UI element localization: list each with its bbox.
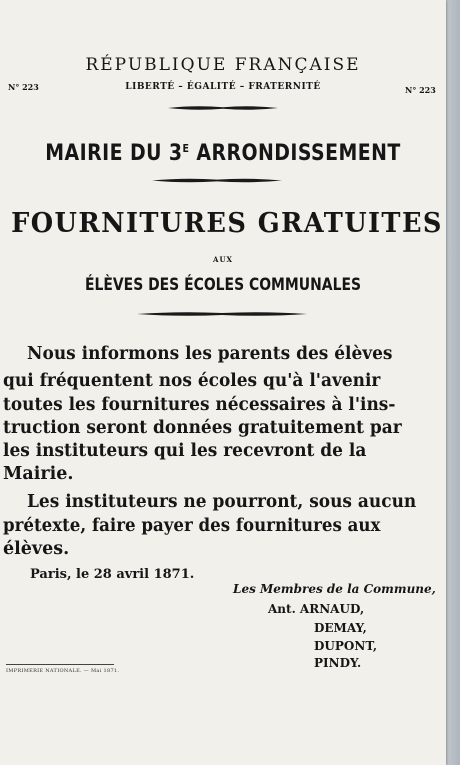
- signatory: PINDY.: [314, 656, 362, 670]
- date-line: Paris, le 28 avril 1871.: [30, 567, 195, 582]
- body-line: élèves.: [3, 539, 70, 559]
- body-line: Les instituteurs ne pourront, sous aucun: [27, 492, 417, 512]
- body-line: toutes les fournitures nécessaires à l'ins-: [3, 395, 396, 415]
- mairie-prefix: MAIRIE DU 3: [45, 141, 183, 166]
- ornamental-rule: [152, 175, 282, 186]
- imprint-rule: [6, 664, 114, 665]
- body-line: qui fréquentent nos écoles qu'à l'avenir: [3, 371, 381, 391]
- imprint: IMPRIMERIE NATIONALE. — Mai 1871.: [6, 668, 120, 674]
- ornamental-rule: [168, 103, 278, 113]
- signatory: DUPONT,: [314, 639, 378, 653]
- ornamental-rule: [137, 308, 307, 320]
- republic-heading: RÉPUBLIQUE FRANÇAISE: [85, 55, 361, 75]
- signatory: Ant. ARNAUD,: [268, 602, 365, 616]
- body-line: Nous informons les parents des élèves: [27, 344, 393, 364]
- headline: FOURNITURES GRATUITES: [11, 208, 443, 239]
- body-line: Mairie.: [3, 464, 74, 484]
- body-line: les instituteurs qui les recevront de la: [3, 441, 367, 461]
- body-line: truction seront données gratuitement par: [3, 418, 402, 438]
- signed-by: Les Membres de la Commune,: [233, 582, 436, 596]
- body-line: prétexte, faire payer des fournitures aux: [3, 516, 381, 536]
- headline-connector: AUX: [213, 255, 233, 264]
- mairie-suffix: ARRONDISSEMENT: [189, 141, 401, 166]
- poster-number-right: N° 223: [405, 85, 436, 95]
- mairie-ordinal: E: [182, 142, 190, 155]
- mairie-heading: [31, 141, 415, 166]
- motto: LIBERTÉ – ÉGALITÉ – FRATERNITÉ: [125, 82, 321, 92]
- poster-number-left: N° 223: [8, 82, 39, 92]
- subheadline: ÉLÈVES DES ÉCOLES COMMUNALES: [84, 275, 362, 295]
- signatory: DEMAY,: [314, 621, 367, 635]
